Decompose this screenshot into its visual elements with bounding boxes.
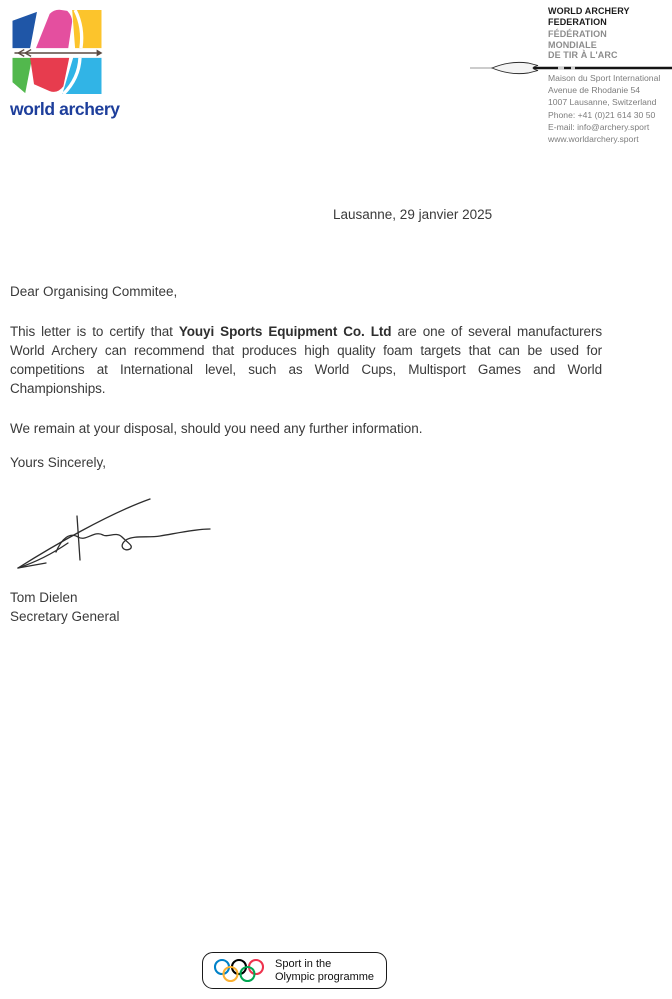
world-archery-logo [10,8,120,120]
address-line: Avenue de Rhodanie 54 [548,85,641,96]
address-block [548,72,672,145]
company-name: Youyi Sports Equipment Co. Ltd [178,324,392,339]
signature [8,486,213,581]
olympic-rings-icon [213,956,265,986]
world-archery-wordmark: world archery [10,99,120,119]
org-name-fr-line1: FÉDÉRATION [548,29,607,39]
dateline: Lausanne, 29 janvier 2025 [333,207,493,222]
address-line-phone: Phone: +41 (0)21 614 30 50 [548,109,656,120]
greeting: Dear Organising Commitee, [10,284,178,299]
org-name-fr-line2: MONDIALE [548,39,597,50]
olympic-programme-label [275,958,374,984]
sign-off: Yours Sincerely, [10,455,107,470]
body-text-after: are one of several manufacturers World Archery can recommend that produces high quality foam targets that can be used for competitions at International level, such as World Cups, Multisport Games and World Championships. [10,324,603,396]
address-line-email: E-mail: info@archery.sport [548,121,650,132]
olympic-programme-badge [202,952,387,989]
org-name-block [548,6,672,61]
closing-line: We remain at your disposal, should you need any further information. [10,421,423,436]
org-name-en-line1: WORLD ARCHERY [548,6,630,16]
address-line: 1007 Lausanne, Switzerland [548,97,657,108]
signer-title: Secretary General [10,609,120,624]
signature-icon [8,486,213,576]
world-archery-logo-icon [10,8,104,96]
olympic-label-line1: Sport in the [275,957,332,970]
olympic-label-line2: Olympic programme [275,970,375,983]
body-paragraph [10,322,602,398]
address-line: Maison du Sport International [548,73,661,83]
org-name-en-line2: FEDERATION [548,16,607,27]
body-text-before: This letter is to certify that [10,324,179,339]
org-name-fr-line3: DE TIR À L'ARC [548,50,618,60]
address-line-website: www.worldarchery.sport [548,134,639,145]
signer-name: Tom Dielen [10,590,78,605]
